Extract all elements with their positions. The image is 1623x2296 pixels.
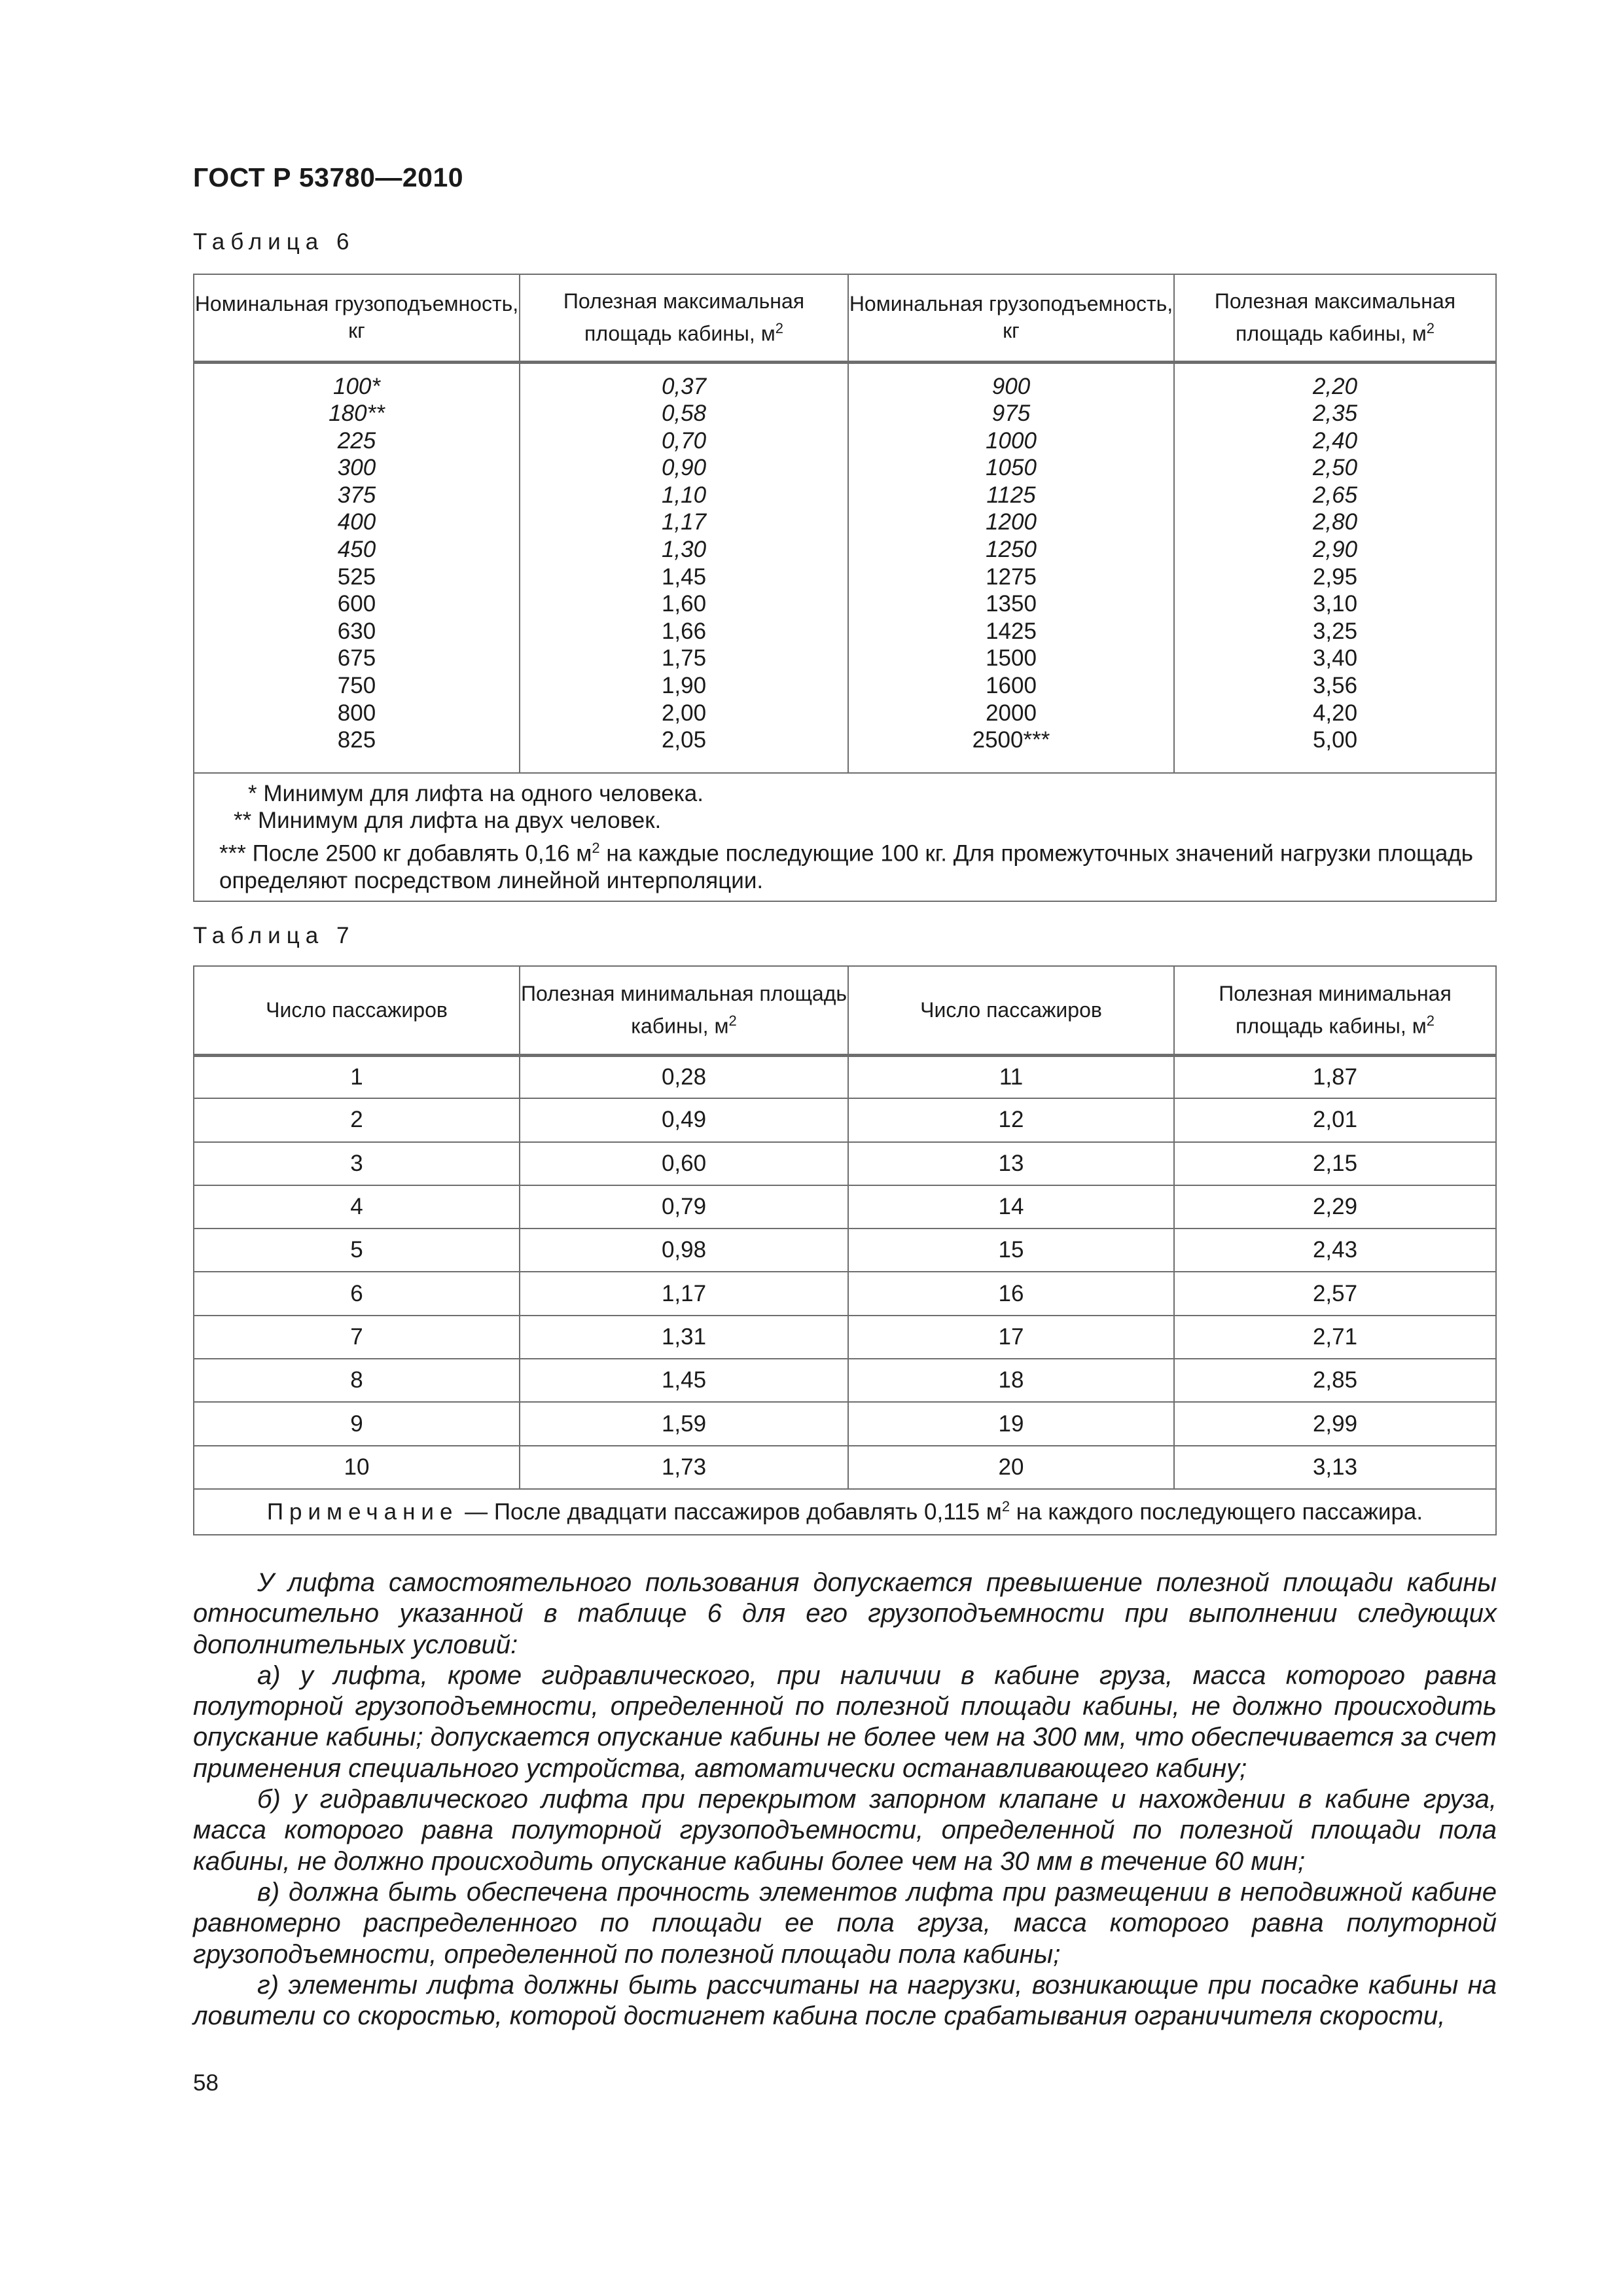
table-row (194, 1185, 1496, 1229)
table6-cell: 2,80 (1312, 509, 1358, 535)
table6-column-area (520, 362, 848, 773)
table6-cell: 1,17 (661, 509, 707, 535)
table7-cell: 2,01 (1174, 1098, 1496, 1141)
table6-cell: 2,95 (1312, 564, 1358, 590)
table6-column-capacity (194, 362, 520, 773)
table6-cell: 1350 (986, 591, 1037, 617)
table6-cell: 1250 (986, 537, 1037, 563)
table7-cell: 7 (194, 1316, 520, 1359)
table7-cell: 2,29 (1174, 1185, 1496, 1229)
table-row (194, 1272, 1496, 1315)
table-row (194, 1446, 1496, 1489)
table7-cell: 14 (848, 1185, 1174, 1229)
table6-cell: 5,00 (1312, 727, 1358, 753)
table7-cell: 6 (194, 1272, 520, 1315)
table6-cell: 0,90 (661, 455, 707, 481)
paragraph-a: а) у лифта, кроме гидравлического, при наличии в кабине груза, масса которого равна полуторной грузоподъемности, определенной по полезной площади кабины, не должно происходить опускание кабины; допускается опускание кабины не более чем на 300 мм, что обеспечивается за счет применения специального устройства, автоматически останавливающего кабину; (193, 1660, 1497, 1783)
table6-notes-row (194, 773, 1496, 902)
table7-cell: 0,28 (520, 1055, 848, 1098)
table7-cell: 1,17 (520, 1272, 848, 1315)
table6-cell: 2,00 (661, 700, 707, 726)
table6-cell: 1,75 (661, 645, 707, 672)
table6-cell: 2,35 (1312, 401, 1358, 427)
table7-cell: 13 (848, 1142, 1174, 1185)
table-row (194, 1229, 1496, 1272)
table7-header-row (194, 966, 1496, 1055)
table6-cell: 1,90 (661, 673, 707, 699)
table7-note: Примечание — После двадцати пассажиров добавлять 0,115 $м^2$ на каждого последующего пассажира. (194, 1489, 1496, 1535)
table6-header-capacity: Номинальная грузоподъемность, кг (194, 274, 520, 362)
table7-cell: 20 (848, 1446, 1174, 1489)
table6-cell: 600 (337, 591, 376, 617)
table6-cell: 4,20 (1312, 700, 1358, 726)
table-row (194, 1316, 1496, 1359)
table7-cell: 1,59 (520, 1402, 848, 1445)
table6-cell: 1125 (986, 482, 1036, 508)
table-row (194, 1359, 1496, 1402)
table-row (194, 1098, 1496, 1141)
paragraph-g: г) элементы лифта должны быть рассчитаны на нагрузки, возникающие при посадке кабины на ловители со скоростью, которой достигнет кабина после срабатывания ограничителя скорости, (193, 1970, 1497, 2031)
table6-cell: 1050 (986, 455, 1037, 481)
table6-cell: 375 (337, 482, 376, 508)
table6-cell: 0,70 (661, 427, 707, 454)
table7-cell: 15 (848, 1229, 1174, 1272)
table6-cell: 750 (337, 673, 376, 699)
page-number: 58 (193, 2070, 219, 2096)
body-text (193, 1568, 1497, 2032)
table7-cell: 2,99 (1174, 1402, 1496, 1445)
table6-caption: Таблица 6 (193, 229, 355, 255)
table7-cell: 5 (194, 1229, 520, 1272)
table6-notes (194, 773, 1496, 902)
table7 (193, 965, 1497, 1535)
table7-cell: 1,87 (1174, 1055, 1496, 1098)
table7-cell: 1,31 (520, 1316, 848, 1359)
table7-cell: 0,49 (520, 1098, 848, 1141)
table6-header-row (194, 274, 1496, 362)
table6-cell: 1425 (986, 618, 1037, 644)
table7-cell: 1,45 (520, 1359, 848, 1402)
table6-cell: 0,37 (661, 373, 707, 399)
table6-header-max-area-2: Полезная максимальная площадь кабины, $м^2$ (1174, 274, 1496, 362)
table6-cell: 0,58 (661, 401, 707, 427)
table6-cell: 900 (991, 373, 1031, 399)
table7-caption: Таблица 7 (193, 923, 355, 948)
table7-cell: 4 (194, 1185, 520, 1229)
table-row (194, 1055, 1496, 1098)
table7-header-passengers-2: Число пассажиров (848, 966, 1174, 1055)
table7-cell: 1 (194, 1055, 520, 1098)
table7-cell: 2 (194, 1098, 520, 1141)
table6-cell: 630 (337, 618, 376, 644)
table7-cell: 1,73 (520, 1446, 848, 1489)
paragraph-b: б) у гидравлического лифта при перекрытом запорном клапане и нахождении в кабине груза, масса которого равна полуторной грузоподъемности, определенной по полезной площади пола кабины, не должно происходить опускание кабины более чем на 30 мм в течение 60 мин; (193, 1785, 1497, 1876)
table7-cell: 16 (848, 1272, 1174, 1315)
paragraph-v: в) должна быть обеспечена прочность элементов лифта при размещении в неподвижной кабине равномерно распределенного по площади ее пола груза, масса которого равна полуторной грузоподъемности, определенной по полезной площади пола кабины; (193, 1877, 1497, 1969)
table7-cell: 19 (848, 1402, 1174, 1445)
table7-cell: 2,71 (1174, 1316, 1496, 1359)
table7-cell: 2,15 (1174, 1142, 1496, 1185)
table6-cell: 525 (337, 564, 376, 590)
table6-column-area-2 (1174, 362, 1496, 773)
table7-note-row (194, 1489, 1496, 1535)
table6-header-max-area: Полезная максимальная площадь кабины, $м^2$ (520, 274, 848, 362)
table6-cell: 2,40 (1312, 427, 1358, 454)
table6-cell: 825 (337, 727, 376, 753)
table7-cell: 0,79 (520, 1185, 848, 1229)
table6-cell: 1,30 (661, 537, 707, 563)
table6-cell: 1,60 (661, 591, 707, 617)
table6-cell: 675 (337, 645, 376, 672)
table6-cell: 1500 (986, 645, 1037, 672)
table6-note-1: * Минимум для лифта на одного человека. (248, 780, 704, 806)
table7-cell: 2,85 (1174, 1359, 1496, 1402)
table6-cell: 800 (337, 700, 376, 726)
table6-cell: 450 (337, 537, 376, 563)
table6-cell: 3,10 (1312, 591, 1358, 617)
table6-cell: 1,66 (661, 618, 707, 644)
table6-cell: 225 (337, 427, 376, 454)
table6-cell: 1,10 (661, 482, 707, 508)
paragraph-intro: У лифта самостоятельного пользования допускается превышение полезной площади кабины относительно указанной в таблице 6 для его грузоподъемности при выполнении следующих дополнительных условий: (193, 1568, 1497, 1659)
table6-cell: 1000 (986, 427, 1037, 454)
table7-cell: 3,13 (1174, 1446, 1496, 1489)
table7-cell: 18 (848, 1359, 1174, 1402)
table6-cell: 2,65 (1312, 482, 1358, 508)
table7-cell: 12 (848, 1098, 1174, 1141)
table7-cell: 17 (848, 1316, 1174, 1359)
table6-cell: 1275 (986, 564, 1037, 590)
table6-cell: 3,25 (1312, 618, 1358, 644)
table6-cell: 3,40 (1312, 645, 1358, 672)
table7-header-min-area-2: Полезная минимальная площадь кабины, $м^2$ (1174, 966, 1496, 1055)
table7-cell: 11 (848, 1055, 1174, 1098)
table6-cell: 2,50 (1312, 455, 1358, 481)
table6-cell: 3,56 (1312, 673, 1358, 699)
table7-header-min-area: Полезная минимальная площадь кабины, $м^2$ (520, 966, 848, 1055)
table6-cell: 180** (329, 401, 385, 427)
table6-data-row (194, 362, 1496, 773)
table7-body (194, 1055, 1496, 1489)
table7-cell: 2,57 (1174, 1272, 1496, 1315)
document-code: ГОСТ Р 53780—2010 (193, 162, 464, 192)
table6-note-2: ** Минимум для лифта на двух человек. (234, 808, 662, 833)
table6-cell: 300 (337, 455, 376, 481)
table6-cell: 975 (991, 401, 1031, 427)
table6 (193, 274, 1497, 902)
table-row (194, 1142, 1496, 1185)
table6-header-capacity-2: Номинальная грузоподъемность, кг (848, 274, 1174, 362)
table6-cell: 2,90 (1312, 537, 1358, 563)
table6-cell: 100* (332, 373, 381, 399)
table6-cell: 400 (337, 509, 376, 535)
table7-cell: 0,60 (520, 1142, 848, 1185)
table6-cell: 1,45 (661, 564, 707, 590)
table6-cell: 2,05 (661, 727, 707, 753)
table7-cell: 0,98 (520, 1229, 848, 1272)
table6-cell: 2,20 (1312, 373, 1358, 399)
table7-cell: 9 (194, 1402, 520, 1445)
table6-cell: 1200 (986, 509, 1037, 535)
table6-cell: 1600 (986, 673, 1037, 699)
table7-cell: 8 (194, 1359, 520, 1402)
table6-cell: 2500*** (972, 727, 1050, 753)
table-row (194, 1402, 1496, 1445)
table7-header-passengers: Число пассажиров (194, 966, 520, 1055)
table6-column-capacity-2 (848, 362, 1174, 773)
table7-cell: 10 (194, 1446, 520, 1489)
table6-note-3: *** После 2500 кг добавлять 0,16 $м^2$ на каждые последующие 100 кг. Для промежуточных значений нагрузки площадь определяют посредством линейной интерполяции. (219, 839, 1473, 893)
table7-cell: 2,43 (1174, 1229, 1496, 1272)
table6-cell: 2000 (986, 700, 1037, 726)
table7-cell: 3 (194, 1142, 520, 1185)
